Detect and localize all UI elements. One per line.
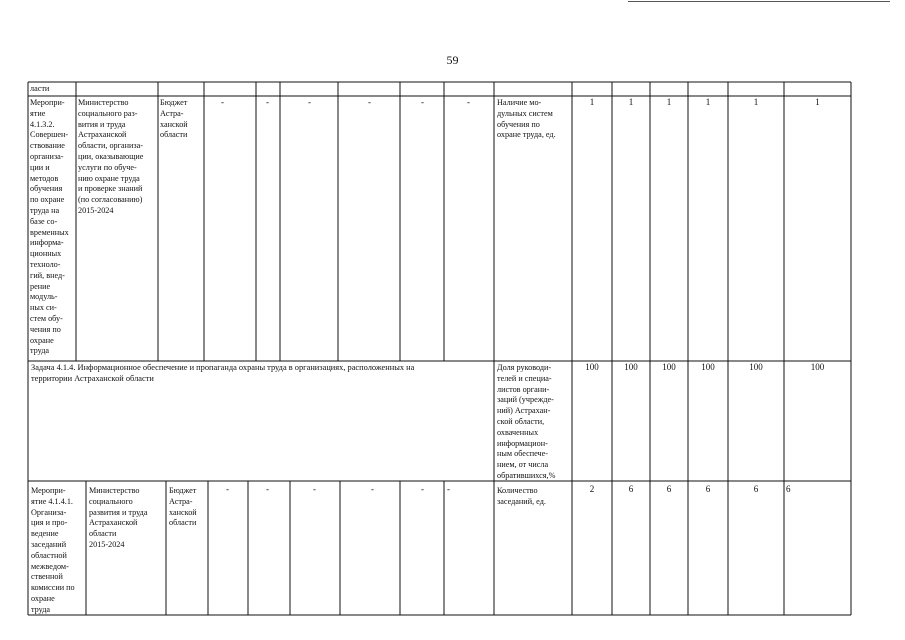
row1-source: Бюджет Астра- ханской области: [160, 98, 188, 140]
row2-value: 100: [749, 362, 763, 372]
row3-value: 2: [589, 484, 595, 494]
row2-value: 100: [662, 362, 676, 372]
task-4-1-4: Задача 4.1.4. Информационное обеспечение и пропаганда охраны труда в организациях, расположенных на территории Астраханской области: [31, 363, 415, 383]
row1-dash: -: [221, 97, 224, 107]
row1-value: 1: [666, 97, 672, 107]
row3-dash: -: [266, 484, 269, 494]
row1-dash: -: [467, 97, 470, 107]
row3-dash: -: [226, 484, 229, 494]
row2-value: 100: [810, 362, 825, 372]
row3-dash: -: [421, 484, 424, 494]
row1-dash: -: [308, 97, 311, 107]
page-number: 59: [446, 53, 459, 67]
row2-value: 100: [701, 362, 715, 372]
row1-dash: -: [368, 97, 371, 107]
row3-executor: Министерство социального развития и труда Астраханской области 2015-2024: [89, 486, 148, 549]
row3-dash: -: [371, 484, 374, 494]
row2-value: 100: [585, 362, 599, 372]
row3-value: 6: [786, 484, 791, 494]
row1-executor: Министерство социального раз- вития и труда Астраханской области, организа- ции, оказывающие услуги по обуче- нию охране труда и проверке знаний (по согласованию) 2015-2024: [78, 98, 144, 215]
row1-dash: -: [266, 97, 269, 107]
row3-dash: -: [447, 484, 450, 494]
row3-value: 6: [753, 484, 759, 494]
row3-value: 6: [705, 484, 711, 494]
row1-value: 1: [753, 97, 759, 107]
row3-value: 6: [628, 484, 634, 494]
row3-activity: Меропри- ятие 4.1.4.1. Организа- ция и про- ведение заседаний областной межведом- ственной комиссии по охране труда: [31, 486, 75, 614]
row3-source: Бюджет Астра- ханской области: [169, 486, 197, 528]
row1-value: 1: [705, 97, 711, 107]
row1-value: 1: [815, 97, 820, 107]
row1-indicator: Наличие мо- дульных систем обучения по охране труда, ед.: [497, 98, 556, 140]
row1-value: 1: [628, 97, 634, 107]
row2-indicator: Доля руководи- телей и специа- листов органи- заций (учрежде- ний) Астрахан- ской области, охваченных информацион- ным обеспече- нием, от числа обратившихся,%: [497, 363, 556, 480]
row1-dash: -: [421, 97, 424, 107]
row3-indicator: Количество заседаний, ед.: [497, 486, 546, 506]
row1-activity: Меропри- ятие 4.1.3.2. Совершен- ствование организа- ции и методов обучения по охране труда на базе со- временных информа- ционных техноло- гий, внед- рение модуль- ных си- стем обу- чения по охране труда: [30, 98, 69, 356]
row2-value: 100: [624, 362, 638, 372]
row1-value: 1: [589, 97, 595, 107]
row3-dash: -: [313, 484, 316, 494]
row3-value: 6: [666, 484, 672, 494]
header-fragment: ласти: [30, 84, 50, 93]
